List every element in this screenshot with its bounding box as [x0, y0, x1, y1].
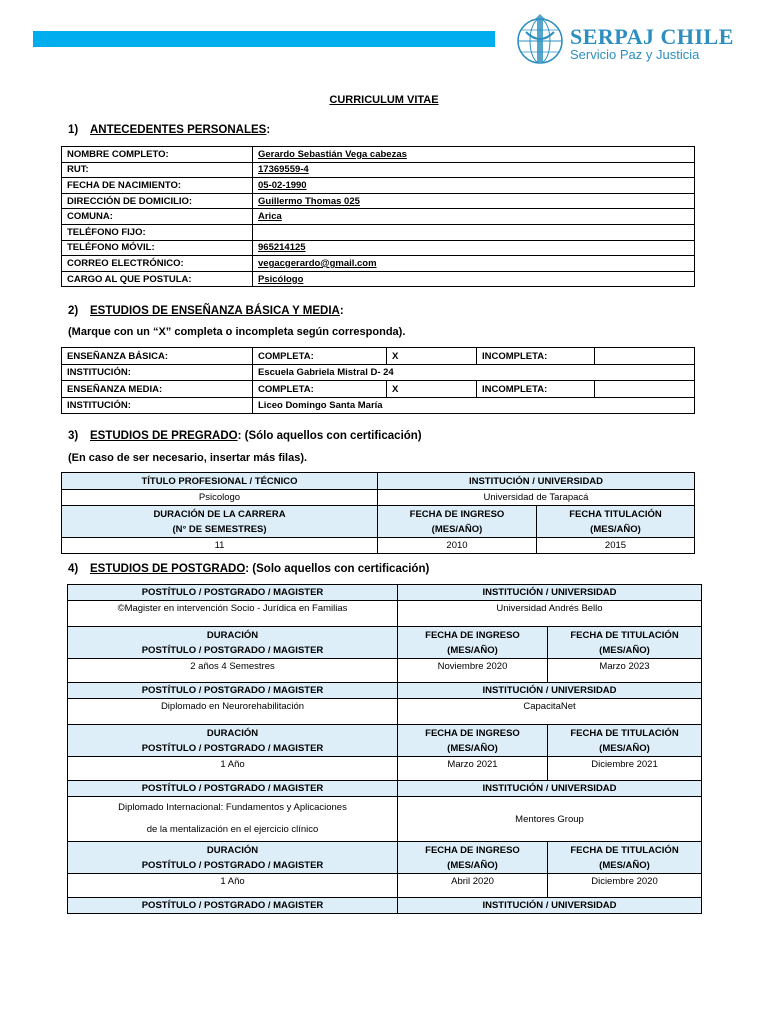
- field-value: Gerardo Sebastián Vega cabezas: [253, 147, 695, 163]
- personal-data-row: [62, 209, 695, 225]
- field-value: 05-02-1990: [253, 178, 695, 194]
- titulacion-value: Marzo 2023: [548, 659, 702, 683]
- titulacion-value: Diciembre 2021: [548, 757, 702, 781]
- section-3-heading: [68, 430, 422, 442]
- institucion-value: Universidad de Tarapacá: [378, 490, 695, 506]
- incompleta-label: INCOMPLETA:: [477, 381, 595, 398]
- header-institucion: INSTITUCIÓN / UNIVERSIDAD: [398, 683, 702, 699]
- section-4-heading: [68, 563, 429, 575]
- incompleta-label: INCOMPLETA:: [477, 348, 595, 365]
- header-postitulo: POSTÍTULO / POSTGRADO / MAGISTER: [68, 781, 398, 797]
- section-title-suffix: : (Sólo aquellos con certificación): [237, 430, 422, 442]
- section-number: 3): [68, 430, 79, 442]
- header-duracion: DURACIÓN POSTÍTULO / POSTGRADO / MAGISTER: [68, 627, 398, 659]
- field-label: DIRECCIÓN DE DOMICILIO:: [62, 193, 253, 209]
- media-label: ENSEÑANZA MEDIA:: [62, 381, 253, 398]
- field-value: Psicólogo: [253, 271, 695, 287]
- basica-incompleta-mark[interactable]: [595, 348, 695, 365]
- personal-data-row: [62, 240, 695, 256]
- personal-data-row: [62, 271, 695, 287]
- titulacion-value: Diciembre 2020: [548, 874, 702, 898]
- field-value: Arica: [253, 209, 695, 225]
- basica-label: ENSEÑANZA BÁSICA:: [62, 348, 253, 365]
- media-institucion: Liceo Domingo Santa María: [253, 398, 695, 414]
- header-titulacion: FECHA DE TITULACIÓN (MES/AÑO): [548, 627, 702, 659]
- basica-institucion: Escuela Gabriela Mistral D- 24: [253, 365, 695, 381]
- field-label: NOMBRE COMPLETO:: [62, 147, 253, 163]
- duracion-value: 11: [62, 538, 378, 554]
- basica-completa-mark[interactable]: X: [387, 348, 477, 365]
- personal-data-row: [62, 162, 695, 178]
- field-label: COMUNA:: [62, 209, 253, 225]
- personal-data-row: [62, 256, 695, 272]
- section-2-heading: 2) ESTUDIOS DE ENSEÑANZA BÁSICA Y MEDIA:: [68, 305, 344, 317]
- header-ingreso: FECHA DE INGRESO (MES/AÑO): [398, 725, 548, 757]
- section-2-note: (Marque con un “X” completa o incompleta según corresponda).: [68, 326, 406, 338]
- ingreso-value: Abril 2020: [398, 874, 548, 898]
- media-completa-mark[interactable]: X: [387, 381, 477, 398]
- field-label: FECHA DE NACIMIENTO:: [62, 178, 253, 194]
- institucion-value: CapacitaNet: [398, 699, 702, 725]
- header-duracion: DURACIÓN POSTÍTULO / POSTGRADO / MAGISTER: [68, 842, 398, 874]
- header-postitulo: POSTÍTULO / POSTGRADO / MAGISTER: [68, 585, 398, 601]
- completa-label: COMPLETA:: [253, 348, 387, 365]
- media-incompleta-mark[interactable]: [595, 381, 695, 398]
- section-title: ANTECEDENTES PERSONALES: [90, 124, 267, 136]
- header-institucion: INSTITUCIÓN / UNIVERSIDAD: [398, 898, 702, 914]
- programa-value: ©Magister en intervención Socio - Jurídica en Familias: [68, 601, 398, 627]
- institucion-value: Mentores Group: [398, 797, 702, 842]
- personal-data-row: [62, 178, 695, 194]
- section-title: ESTUDIOS DE POSTGRADO: [90, 563, 246, 575]
- personal-data-row: [62, 193, 695, 209]
- institucion-label: INSTITUCIÓN:: [62, 398, 253, 414]
- field-value: vegacgerardo@gmail.com: [253, 256, 695, 272]
- duracion-value: 2 años 4 Semestres: [68, 659, 398, 683]
- header-institucion: INSTITUCIÓN / UNIVERSIDAD: [378, 473, 695, 490]
- document-title: CURRICULUM VITAE: [329, 94, 439, 106]
- section-number: 4): [68, 563, 79, 575]
- duracion-value: 1 Año: [68, 874, 398, 898]
- header-ingreso: FECHA DE INGRESO (MES/AÑO): [398, 842, 548, 874]
- section-number: 2): [68, 305, 79, 317]
- ingreso-value: Noviembre 2020: [398, 659, 548, 683]
- field-label: TELÉFONO FIJO:: [62, 224, 253, 240]
- header-postitulo: POSTÍTULO / POSTGRADO / MAGISTER: [68, 683, 398, 699]
- header-titulacion: FECHA TITULACIÓN (MES/AÑO): [537, 506, 695, 538]
- section-title: ESTUDIOS DE ENSEÑANZA BÁSICA Y MEDIA: [90, 305, 340, 317]
- header-titulacion: FECHA DE TITULACIÓN (MES/AÑO): [548, 725, 702, 757]
- postgrad-table: [67, 584, 702, 914]
- logo-title: SERPAJ CHILE: [570, 24, 734, 49]
- programa-value: Diplomado Internacional: Fundamentos y Aplicaciones de la mentalización en el ejercicio clínico: [68, 797, 398, 842]
- ingreso-value: 2010: [378, 538, 537, 554]
- completa-label: COMPLETA:: [253, 381, 387, 398]
- header-ingreso: FECHA DE INGRESO (MES/AÑO): [378, 506, 537, 538]
- section-title-suffix: : (Solo aquellos con certificación): [245, 563, 430, 575]
- field-value: Guillermo Thomas 025: [253, 193, 695, 209]
- section-title: ESTUDIOS DE PREGRADO: [90, 430, 238, 442]
- personal-data-row: [62, 224, 695, 240]
- undergrad-table: [61, 472, 695, 554]
- field-value: 17369559-4: [253, 162, 695, 178]
- field-label: RUT:: [62, 162, 253, 178]
- section-3-note: (En caso de ser necesario, insertar más filas).: [68, 452, 308, 464]
- header-institucion: INSTITUCIÓN / UNIVERSIDAD: [398, 781, 702, 797]
- field-label: CARGO AL QUE POSTULA:: [62, 271, 253, 287]
- header-ingreso: FECHA DE INGRESO (MES/AÑO): [398, 627, 548, 659]
- section-number: 1): [68, 124, 79, 136]
- header-blue-bar: [33, 31, 495, 47]
- basic-education-table: [61, 347, 695, 414]
- institucion-value: Universidad Andrés Bello: [398, 601, 702, 627]
- header-duracion: DURACIÓN DE LA CARRERA (N° DE SEMESTRES): [62, 506, 378, 538]
- header-titulacion: FECHA DE TITULACIÓN (MES/AÑO): [548, 842, 702, 874]
- titulo-value: Psicologo: [62, 490, 378, 506]
- section-1-heading: 1) ANTECEDENTES PERSONALES:: [68, 124, 271, 136]
- header-postitulo: POSTÍTULO / POSTGRADO / MAGISTER: [68, 898, 398, 914]
- duracion-value: 1 Año: [68, 757, 398, 781]
- field-value: 965214125: [253, 240, 695, 256]
- header-titulo: TÍTULO PROFESIONAL / TÉCNICO: [62, 473, 378, 490]
- field-value: [253, 224, 695, 240]
- personal-data-row: [62, 147, 695, 163]
- header-duracion: DURACIÓN POSTÍTULO / POSTGRADO / MAGISTER: [68, 725, 398, 757]
- field-label: CORREO ELECTRÓNICO:: [62, 256, 253, 272]
- personal-data-table: [61, 146, 695, 287]
- header-institucion: INSTITUCIÓN / UNIVERSIDAD: [398, 585, 702, 601]
- ingreso-value: Marzo 2021: [398, 757, 548, 781]
- programa-value: Diplomado en Neurorehabilitación: [68, 699, 398, 725]
- field-label: TELÉFONO MÓVIL:: [62, 240, 253, 256]
- logo-subtitle: Servicio Paz y Justicia: [570, 47, 700, 62]
- institucion-label: INSTITUCIÓN:: [62, 365, 253, 381]
- titulacion-value: 2015: [537, 538, 695, 554]
